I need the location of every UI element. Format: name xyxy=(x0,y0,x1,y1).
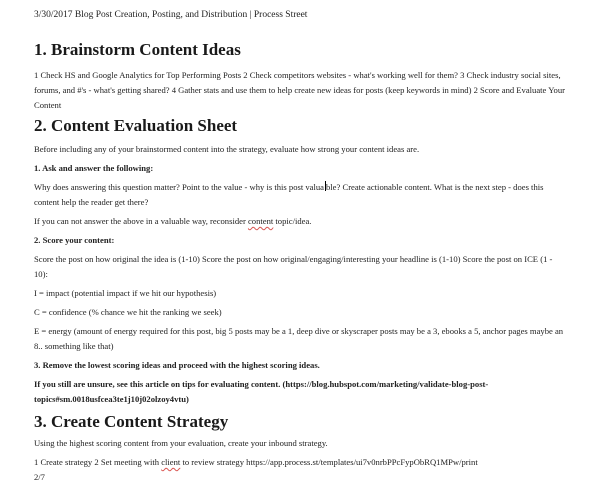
section3-body-part-b: to review strategy https://app.process.st/templates/ui7v0nrbPPcFypObRQ1MPw/print xyxy=(180,457,478,467)
print-header: 3/30/2017 Blog Post Creation, Posting, and Distribution | Process Street xyxy=(34,10,308,20)
ice-impact: I = impact (potential impact if we hit our hypothesis) xyxy=(34,288,217,298)
spellcheck-flagged-word[interactable]: client xyxy=(161,457,181,467)
unsure-note: If you still are unsure, see this article on tips for evaluating content. (https://blog.hubspot.com/marketing/validate-blog-post-topics#sm.0018usfcea3te1j10j02olzoy4vtu) xyxy=(34,379,489,404)
section3-intro: Using the highest scoring content from your evaluation, create your inbound strategy. xyxy=(34,438,328,448)
step2-title: 2. Score your content: xyxy=(34,235,115,245)
step1-text-part-b: ble? Create actionable content. What is the next step - does this content help the reader get there? xyxy=(34,182,544,207)
section3-body-part-a: 1 Create strategy 2 Set meeting with xyxy=(34,457,162,467)
step1-title: 1. Ask and answer the following: xyxy=(34,163,154,173)
section2-heading: 2. Content Evaluation Sheet xyxy=(34,116,238,135)
section2-intro: Before including any of your brainstormed content into the strategy, evaluate how strong your content ideas are. xyxy=(34,144,420,154)
step1-followup xyxy=(34,214,566,229)
ice-confidence: C = confidence (% chance we hit the ranking we seek) xyxy=(34,307,222,317)
ice-energy: E = energy (amount of energy required for this post, big 5 posts may be a 1, deep dive or skyscraper posts may be a 3, ebooks a 5, anchor pages maybe an 8.. something like that) xyxy=(34,326,564,351)
step3-title: 3. Remove the lowest scoring ideas and proceed with the highest scoring ideas. xyxy=(34,360,320,370)
spellcheck-flagged-word[interactable]: content xyxy=(247,216,274,226)
section3-heading: 3. Create Content Strategy xyxy=(34,412,229,431)
page-number: 2/7 xyxy=(34,472,45,482)
step1-followup-part-a: If you can not answer the above in a valuable way, reconsider xyxy=(34,216,248,226)
step1-text-part-a: Why does answering this question matter? Point to the value - why is this post valua xyxy=(34,182,324,192)
section1-heading: 1. Brainstorm Content Ideas xyxy=(34,40,241,59)
step2-body: Score the post on how original the idea is (1-10) Score the post on how original/engaging/interesting your headline is (1-10) Score the post on ICE (1 - 10): xyxy=(34,254,553,279)
step1-followup-part-b: topic/idea. xyxy=(273,216,312,226)
step1-text xyxy=(34,180,566,210)
section3-body xyxy=(34,455,566,485)
section1-body: 1 Check HS and Google Analytics for Top Performing Posts 2 Check competitors websites - what's working well for them? 3 Check industry social sites, forums, and #'s - what's getting shared? 4 Gather stats and use them to help create new ideas for posts (keep keywords in mind) 2 Score and Evaluate Your Content xyxy=(34,70,565,110)
